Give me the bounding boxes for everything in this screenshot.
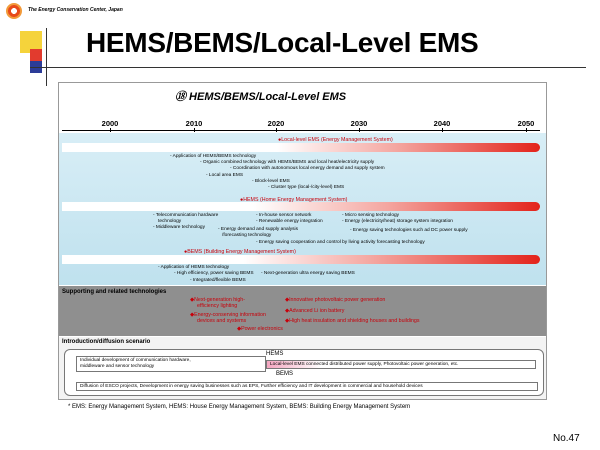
hems-item: - In-house sensor network: [256, 213, 312, 218]
hems-item: - Micro sensing technology: [342, 213, 400, 218]
year-label: 2000: [101, 119, 119, 128]
year-label: 2010: [185, 119, 203, 128]
hems-item: - Telecommunication hardware: [153, 213, 219, 218]
panel-title: ⑱ HEMS/BEMS/Local-Level EMS: [175, 91, 347, 103]
scenario-box-line: Individual development of communication hardware,: [80, 358, 191, 363]
page-number: No.47: [553, 433, 580, 444]
org-name: The Energy Conservation Center, Japan: [28, 7, 123, 13]
local-ems-item: - Coordination with autonomous local energy demand and supply system: [230, 166, 385, 171]
hems-heading: ●HEMS (Home Energy Management System): [240, 197, 348, 203]
scenario-box-esco: Diffusion of ESCO projects, Development in energy saving businesses such as EPS, Further efficiency and IT development in commercial and household devices: [76, 382, 538, 391]
hems-item: - Energy (electricity/heat) storage system integration: [342, 219, 453, 224]
decor-vertical-line: [46, 28, 47, 86]
scenario-bems-label: BEMS: [276, 371, 294, 377]
year-label: 2020: [267, 119, 285, 128]
bems-item: - Integrated/flexible BEMS: [190, 278, 246, 283]
scenario-box-development: [76, 356, 266, 372]
local-ems-item: - Block-level EMS: [252, 179, 290, 184]
scenario-box-line: middleware and sensor technology: [80, 363, 155, 369]
org-logo: [6, 3, 22, 19]
local-ems-item: - Organic combined technology with HEMS/BEMS and local heat/electricity supply: [200, 160, 375, 165]
year-tick: [276, 128, 277, 132]
supporting-item: ◆Energy-conserving information: [190, 312, 266, 318]
scenario-label: Introduction/diffusion scenario: [62, 339, 151, 345]
supporting-item: efficiency lighting: [197, 303, 238, 309]
bems-item: - Application of HEMS technology: [158, 265, 230, 270]
year-label: 2050: [517, 119, 535, 128]
page-title: HEMS/BEMS/Local-Level EMS: [86, 27, 479, 58]
local-ems-item: - Application of HEMS/BEMS technology: [170, 154, 257, 159]
hems-item: - Energy saving technologies such ad DC power supply: [350, 228, 468, 233]
year-label: 2030: [350, 119, 368, 128]
bems-item: - High efficiency, power saving BEMS: [174, 271, 254, 276]
year-label: 2040: [433, 119, 451, 128]
year-tick: [194, 128, 195, 132]
hems-item: - Middleware technology: [153, 225, 205, 230]
footnote: * EMS: Energy Management System, HEMS: House Energy Management System, BEMS: Building Energy Management System: [68, 404, 411, 410]
hems-item: - Renewable energy integration: [256, 219, 323, 224]
year-tick: [110, 128, 111, 132]
hems-arrow: [62, 202, 540, 211]
supporting-item: ◆High heat insulation and shielding houses and buildings: [285, 318, 420, 324]
supporting-item: ◆Next-generation high-: [190, 297, 246, 303]
local-ems-arrow: [62, 143, 540, 152]
timeline-axis: [62, 130, 540, 131]
supporting-item: devices and systems: [197, 318, 247, 324]
year-tick: [442, 128, 443, 132]
title-underline: [46, 67, 586, 68]
local-ems-item: - Cluster type (local-/city-level) EMS: [268, 185, 345, 190]
year-tick: [359, 128, 360, 132]
year-tick: [526, 128, 527, 132]
bems-arrow: [62, 255, 540, 264]
local-ems-heading: ●Local-level EMS (Energy Management System): [278, 137, 393, 143]
local-ems-item: - Local area EMS: [206, 173, 244, 178]
scenario-hems-label: HEMS: [266, 351, 284, 357]
scenario-box-local-ems: Local-level EMS connected distributed power supply, Photovoltaic power generation, etc.: [266, 360, 536, 369]
bems-heading: ●BEMS (Building Energy Management System): [184, 249, 296, 255]
hems-item: /forecasting technology: [222, 233, 272, 238]
bems-item: - Next-generation ultra energy saving BEMS: [261, 271, 355, 276]
hems-item: - Energy demand and supply analysis: [218, 227, 298, 232]
supporting-label: Supporting and related technologies: [62, 289, 167, 295]
supporting-item: ◆Advanced Li ion battery: [285, 308, 345, 314]
hems-item: technology: [158, 219, 182, 224]
supporting-item: ◆Innovative photovoltaic power generation: [285, 297, 386, 303]
supporting-item: ◆Power electronics: [237, 326, 283, 332]
hems-item: - Energy saving cooperation and control by living activity forecasting technology: [256, 240, 425, 245]
